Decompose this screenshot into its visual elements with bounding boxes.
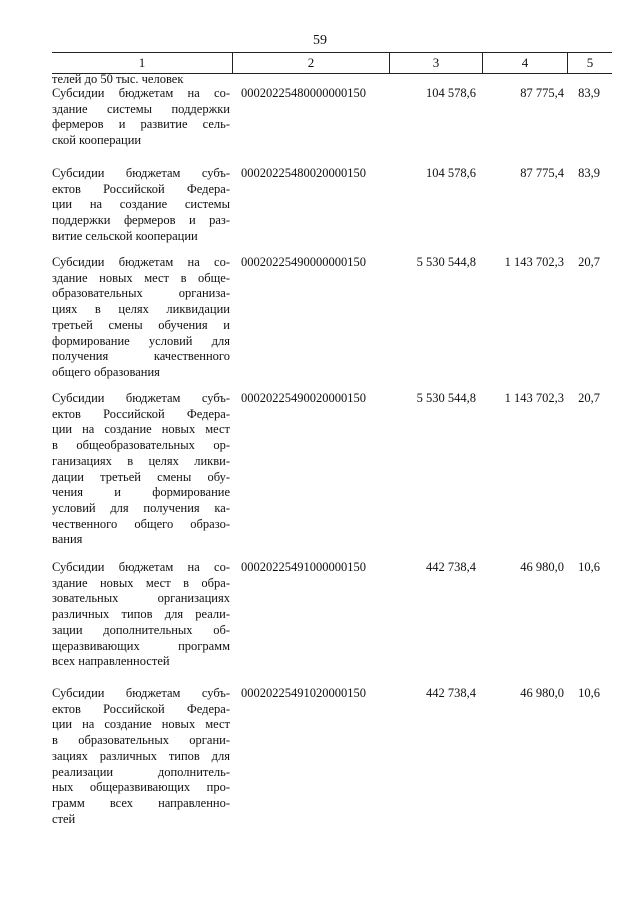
continuation-text: телей до 50 тыс. человек — [52, 72, 184, 86]
row-code: 00020225490020000150 — [241, 391, 366, 405]
table-row — [52, 686, 612, 827]
row-percent-value: 10,6 — [578, 560, 600, 574]
row-name-line: грамм всех направленно- — [52, 795, 230, 810]
table-header — [52, 52, 612, 74]
row-name-line: чественного общего образо- — [52, 516, 230, 531]
table-row — [52, 560, 612, 670]
row-code: 00020225480020000150 — [241, 166, 366, 180]
row-plan-value: 5 530 544,8 — [416, 255, 476, 269]
column-header-4: 4 — [521, 55, 529, 70]
row-plan-value: 5 530 544,8 — [416, 391, 476, 405]
row-actual-value: 46 980,0 — [520, 686, 564, 700]
row-plan-value: 442 738,4 — [426, 560, 476, 574]
row-name — [52, 686, 230, 827]
row-name-line: всех направленностей — [52, 654, 170, 669]
row-name-line: Субсидии бюджетам субъ- — [52, 686, 230, 700]
row-code: 00020225491000000150 — [241, 560, 366, 574]
row-name — [52, 255, 230, 381]
row-name-line: ции на создание системы — [52, 197, 230, 212]
row-name-line: образовательных организа- — [52, 286, 230, 301]
row-name-line: получения качественного — [52, 349, 230, 364]
row-code: 00020225480000000150 — [241, 86, 366, 100]
row-name-line: щеразвивающих программ — [52, 638, 230, 653]
row-name-line: дации третьей смены обу- — [52, 469, 230, 484]
row-percent-value: 20,7 — [578, 391, 600, 405]
table-row — [52, 166, 612, 245]
table-row — [52, 391, 612, 548]
row-name-line: Субсидии бюджетам субъ- — [52, 391, 230, 405]
column-header-3: 3 — [432, 55, 440, 70]
table-row — [52, 86, 612, 149]
row-actual-value: 87 775,4 — [520, 166, 564, 180]
row-actual-value: 1 143 702,3 — [504, 391, 564, 405]
row-name-line: Субсидии бюджетам на со- — [52, 560, 230, 574]
row-name-line: общего образования — [52, 364, 160, 379]
row-name-line: ской кооперации — [52, 133, 142, 148]
row-actual-value: 1 143 702,3 — [504, 255, 564, 269]
row-name — [52, 166, 230, 245]
row-name-line: зовательных организациях — [52, 591, 230, 606]
row-name — [52, 560, 230, 670]
column-header-2: 2 — [307, 55, 315, 70]
row-plan-value: 104 578,6 — [426, 166, 476, 180]
row-name-line: Субсидии бюджетам на со- — [52, 255, 230, 269]
row-name-line: Субсидии бюджетам на со- — [52, 86, 230, 100]
row-name-line: реализации дополнитель- — [52, 764, 230, 779]
row-name-line: в общеобразовательных ор- — [52, 438, 230, 453]
page-number: 59 — [313, 33, 327, 48]
row-name — [52, 391, 230, 548]
table-body — [52, 72, 612, 826]
row-name-line: витие сельской кооперации — [52, 228, 198, 243]
table-row — [52, 255, 612, 381]
row-name-line: чения и формирование — [52, 485, 230, 500]
row-name-line: различных типов для реали- — [52, 607, 230, 622]
row-name-line: в образовательных органи- — [52, 733, 230, 748]
row-name-line: формирование условий для — [52, 333, 230, 348]
row-plan-value: 442 738,4 — [426, 686, 476, 700]
row-name-line: вания — [52, 532, 83, 547]
row-code: 00020225490000000150 — [241, 255, 366, 269]
row-plan-value: 104 578,6 — [426, 86, 476, 100]
row-name-line: условий для получения ка- — [52, 500, 230, 515]
row-name-line: зациях различных типов для — [52, 748, 230, 763]
row-name-line: третьей смены обучения и — [52, 317, 230, 332]
row-name-line: зации дополнительных об- — [52, 622, 230, 637]
column-header-5: 5 — [586, 55, 594, 70]
row-name-line: ектов Российской Федера- — [52, 181, 230, 196]
row-name — [52, 86, 230, 149]
row-percent-value: 10,6 — [578, 686, 600, 700]
row-name-line: ектов Российской Федера- — [52, 701, 230, 716]
row-name-line: ции на создание новых мест — [52, 422, 230, 437]
row-name-line: ных общеразвивающих про- — [52, 780, 230, 795]
row-name-line: Субсидии бюджетам субъ- — [52, 166, 230, 180]
row-name-line: здание новых мест в обра- — [52, 575, 230, 590]
row-actual-value: 87 775,4 — [520, 86, 564, 100]
row-name-line: ганизациях в целях ликви- — [52, 453, 230, 468]
column-header-1: 1 — [138, 55, 146, 70]
row-name-line: фермеров и развитие сель- — [52, 117, 230, 132]
row-name-line: здание новых мест в обще- — [52, 270, 230, 285]
row-percent-value: 83,9 — [578, 166, 600, 180]
row-name-line: ции на создание новых мест — [52, 717, 230, 732]
row-name-line: циях в целях ликвидации — [52, 302, 230, 317]
row-percent-value: 83,9 — [578, 86, 600, 100]
row-percent-value: 20,7 — [578, 255, 600, 269]
row-code: 00020225491020000150 — [241, 686, 366, 700]
row-name-line: поддержки фермеров и раз- — [52, 213, 230, 228]
row-name-line: здание системы поддержки — [52, 101, 230, 116]
row-actual-value: 46 980,0 — [520, 560, 564, 574]
row-name-line: стей — [52, 811, 76, 826]
row-name-line: ектов Российской Федера- — [52, 406, 230, 421]
